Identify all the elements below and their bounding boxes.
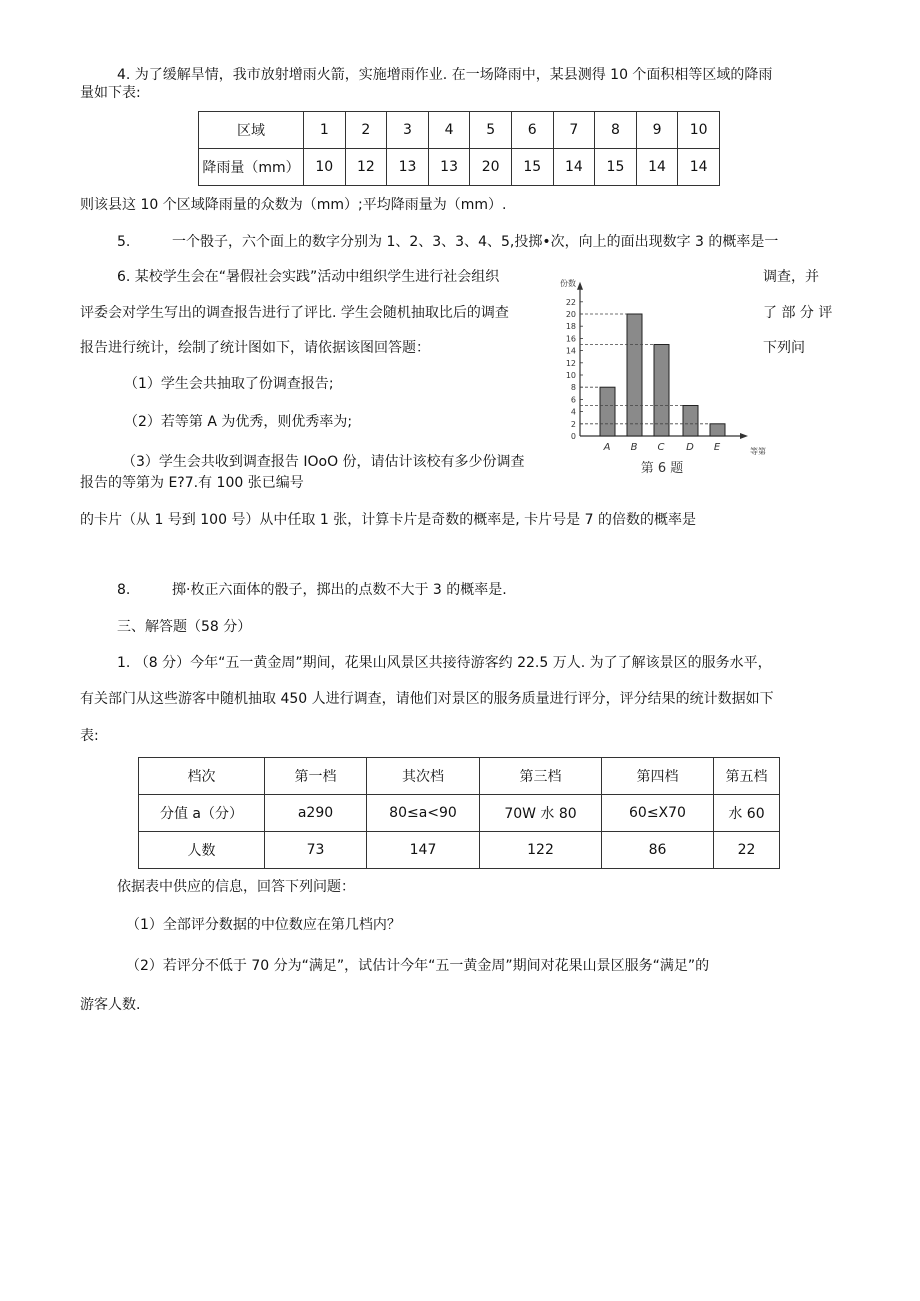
section-title: 三、解答题（58 分） [117, 619, 252, 635]
y-tick-label: 6 [570, 395, 576, 405]
y-tick-label: 18 [565, 322, 576, 332]
table-row [199, 149, 720, 186]
x-tick-label: D [686, 442, 694, 453]
q6-line1: 6. 某校学生会在“暑假社会实践”活动中组织学生进行社会组织 [117, 269, 500, 285]
x-axis-label: 等第 [750, 447, 766, 456]
x-tick-label: C [657, 442, 665, 453]
bar-E [710, 424, 725, 436]
q6-sub2: （2）若等第 A 为优秀，则优秀率为; [124, 414, 353, 430]
y-tick-label: 10 [565, 371, 576, 380]
bar-C [654, 345, 669, 437]
cell: 15 [595, 149, 637, 186]
cell: 15 [511, 149, 553, 186]
cell: 20 [470, 149, 512, 186]
cell: 86 [602, 832, 714, 869]
q6-line2: 评委会对学生写出的调查报告进行了评比. 学生会随机抽取比后的调查 [80, 305, 509, 321]
cell: 10 [678, 112, 720, 149]
cell: 14 [553, 149, 595, 186]
q4-line3: 则该县这 10 个区域降雨量的众数为（mm）;平均降雨量为（mm）. [80, 197, 507, 213]
row-header: 区域 [199, 112, 304, 149]
y-axis-arrow [577, 282, 583, 290]
bar-D [683, 406, 698, 437]
q7-text: 的卡片（从 1 号到 100 号）从中任取 1 张，计算卡片是奇数的概率是, 卡片号是 7 的倍数的概率是 [80, 512, 696, 528]
cell: a290 [265, 795, 367, 832]
x-tick-label: B [630, 442, 638, 453]
q6-right3: 下列问 [763, 340, 805, 356]
x-tick-label: A [603, 442, 611, 453]
cell: 2 [345, 112, 387, 149]
cell: 第一档 [265, 758, 367, 795]
cell: 人数 [139, 832, 265, 869]
row-header: 降雨量（mm） [199, 149, 304, 186]
cell: 第三档 [480, 758, 602, 795]
cell: 1 [304, 112, 346, 149]
y-tick-label: 8 [570, 383, 576, 393]
cell: 6 [511, 112, 553, 149]
cell: 3 [387, 112, 429, 149]
q8-text: 掷·枚正六面体的骰子，掷出的点数不大于 3 的概率是. [172, 582, 507, 598]
q6-right2: 了 部 分 评 [763, 305, 833, 321]
cell: 10 [304, 149, 346, 186]
cell: 水 60 [714, 795, 780, 832]
y-tick-label: 16 [565, 334, 576, 344]
cell: 13 [428, 149, 470, 186]
q8-number: 8. [117, 582, 131, 598]
bar-A [600, 387, 615, 436]
cell: 9 [636, 112, 678, 149]
cell: 14 [636, 149, 678, 186]
y-tick-label: 0 [570, 432, 576, 441]
x-tick-label: E [713, 442, 721, 453]
table-row [139, 832, 780, 869]
cell: 分值 a（分） [139, 795, 265, 832]
table-row [199, 112, 720, 149]
q4-line1: 4. 为了缓解旱情，我市放射增雨火箭，实施增雨作业. 在一场降雨中，某县测得 10 个面积相等区域的降雨 [117, 67, 773, 83]
cell: 14 [678, 149, 720, 186]
cell: 80≤a<90 [367, 795, 480, 832]
y-tick-label: 20 [565, 310, 576, 319]
x-axis-arrow [740, 433, 748, 439]
y-tick-label: 14 [565, 346, 576, 356]
p1-line1: 1. （8 分）今年“五一黄金周”期间，花果山风景区共接待游客约 22.5 万人. 为了了解该景区的服务水平， [117, 655, 772, 671]
q5-text: 一个骰子，六个面上的数字分别为 1、2、3、3、4、5,投掷•次，向上的面出现数字 3 的概率是一 [172, 234, 779, 250]
table-row [139, 758, 780, 795]
q6-sub3: （3）学生会共收到调查报告 IOoO 份，请估计该校有多少份调查 [122, 454, 525, 470]
y-tick-label: 22 [565, 297, 576, 307]
q5-number: 5. [117, 234, 131, 250]
p1-line2: 有关部门从这些游客中随机抽取 450 人进行调查，请他们对景区的服务质量进行评分，评分结果的统计数据如下 [80, 691, 774, 707]
bar-B [627, 314, 642, 436]
cell: 70W 水 80 [480, 795, 602, 832]
cell: 147 [367, 832, 480, 869]
q6-sub1: （1）学生会共抽取了份调查报告; [124, 376, 334, 392]
cell: 60≤X70 [602, 795, 714, 832]
rainfall-table [198, 111, 720, 186]
cell: 73 [265, 832, 367, 869]
bar-chart [556, 272, 766, 477]
y-tick-label: 2 [570, 419, 576, 429]
cell: 22 [714, 832, 780, 869]
cell: 12 [345, 149, 387, 186]
p1-line3: 表: [80, 728, 99, 744]
cell: 档次 [139, 758, 265, 795]
q6-line3: 报告进行统计，绘制了统计图如下，请依据该图回答题： [80, 340, 430, 356]
y-tick-label: 12 [565, 358, 576, 368]
q6-right1: 调查，并 [763, 269, 819, 285]
cell: 其次档 [367, 758, 480, 795]
cell: 7 [553, 112, 595, 149]
cell: 第四档 [602, 758, 714, 795]
chart-caption: 第 6 题 [640, 461, 684, 476]
cell: 8 [595, 112, 637, 149]
p1-sub2-cont: 游客人数. [80, 997, 141, 1013]
p1-after: 依据表中供应的信息，回答下列问题： [117, 879, 355, 895]
cell: 122 [480, 832, 602, 869]
cell: 5 [470, 112, 512, 149]
cell: 第五档 [714, 758, 780, 795]
y-axis-label: 份数 [560, 278, 576, 288]
cell: 4 [428, 112, 470, 149]
q4-line2: 量如下表: [80, 85, 141, 101]
table-row [139, 795, 780, 832]
q6-sub3-cont: 报告的等第为 E?7.有 100 张已编号 [80, 475, 304, 491]
rating-table [138, 757, 780, 869]
y-tick-label: 4 [570, 407, 576, 417]
cell: 13 [387, 149, 429, 186]
p1-sub2: （2）若评分不低于 70 分为“满足”，试估计今年“五一黄金周”期间对花果山景区服务“满足”的 [126, 958, 710, 974]
p1-sub1: （1）全部评分数据的中位数应在第几档内？ [126, 917, 401, 933]
